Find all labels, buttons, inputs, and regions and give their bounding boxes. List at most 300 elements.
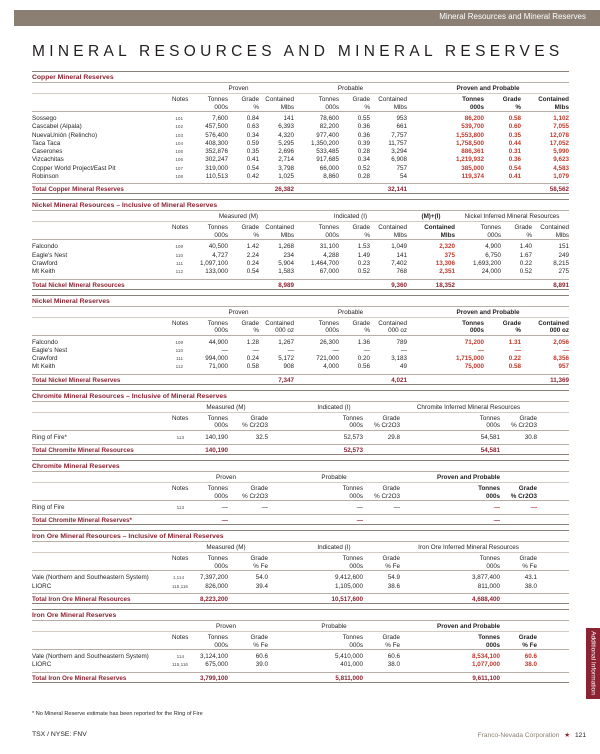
table-cell: 32.5 (255, 433, 268, 441)
total-label: Total Chromite Mineral Resources (32, 447, 134, 455)
column-header-line: % (364, 327, 370, 335)
table-cell: 4,000 (323, 363, 339, 371)
table-row (32, 252, 569, 260)
column-header-line: % (253, 231, 259, 239)
column-header-line: 000s (325, 327, 339, 335)
table-cell: — (332, 346, 339, 354)
table-cell: 1.42 (246, 243, 259, 251)
table-body (32, 336, 569, 374)
table-row (32, 434, 569, 442)
column-header (400, 415, 500, 430)
total-value: — (493, 517, 500, 525)
table-cell: 3,183 (391, 355, 407, 363)
table-cell: 908 (283, 363, 294, 371)
column-header-line: Tonnes (342, 485, 363, 493)
column-header (172, 414, 189, 423)
column-header-line: Tonnes (318, 224, 339, 232)
column-header-line: Tonnes (478, 633, 500, 641)
column-header (172, 224, 189, 232)
table-cell: 29.8 (387, 433, 400, 441)
page-number: 121 (574, 732, 586, 739)
column-header (259, 224, 294, 239)
column-header-line: 000s (214, 327, 228, 335)
table-cell: 957 (558, 363, 569, 371)
row-label: Vizcachitas (32, 156, 64, 164)
row-label: Eagle's Nest (32, 346, 68, 354)
column-header-row (32, 553, 569, 571)
table-cell: 994,000 (205, 355, 228, 363)
column-header-line: Tonnes (480, 224, 501, 232)
table-cell: 1,219,932 (455, 156, 484, 164)
row-note: 112 (175, 364, 183, 370)
total-value: 11,369 (550, 376, 569, 384)
column-header-line: Contained (538, 96, 569, 103)
table-cell: 13,306 (435, 259, 455, 267)
page-title: MINERAL RESOURCES AND MINERAL RESERVES (32, 43, 564, 60)
total-value: 8,223,200 (199, 595, 228, 603)
table-cell: 275 (558, 268, 569, 276)
table-cell: 1.67 (519, 251, 532, 259)
table-cell: 0.28 (357, 148, 370, 156)
column-header-line: Notes (172, 414, 189, 422)
total-label: Total Copper Mineral Reserves (32, 186, 124, 194)
table-cell: 886,361 (461, 148, 484, 156)
table-cell: 7,397,200 (199, 574, 228, 582)
row-label: Caserones (32, 148, 63, 156)
table-row (32, 355, 569, 363)
table-cell: 12,078 (549, 131, 569, 139)
column-header-line: Grade (382, 414, 400, 422)
column-header-line: % (253, 327, 259, 335)
column-header-line: Contained (378, 319, 407, 327)
table-cell: 43.1 (524, 574, 537, 582)
table-cell: 7,402 (391, 259, 407, 267)
star-icon: ★ (564, 732, 571, 739)
table-row (32, 583, 569, 591)
column-group-label: Measured (M) (218, 213, 259, 221)
column-header-line: % Fe (253, 562, 268, 570)
table-cell: 9,412,600 (334, 574, 363, 582)
column-header-row (32, 94, 569, 112)
column-header-line: % (515, 327, 521, 335)
section-title: Chromite Mineral Reserves (32, 460, 569, 471)
column-header (521, 320, 569, 335)
table-cell: 71,000 (208, 363, 228, 371)
reserves-tables (32, 71, 569, 688)
column-header-line: Grade (502, 96, 521, 103)
section-title: Nickel Mineral Reserves (32, 295, 569, 306)
column-header-line: Contained (265, 224, 294, 232)
column-header-row (32, 222, 569, 240)
row-note: 101 (175, 116, 183, 121)
table-cell: 8,534,100 (471, 652, 500, 660)
table-cell: 0.58 (246, 363, 259, 371)
column-header (500, 555, 537, 570)
table-cell: 141 (283, 115, 294, 122)
table-cell: 3,798 (278, 164, 294, 172)
row-note: 112 (175, 269, 183, 275)
column-header-line: 000s (349, 562, 363, 570)
column-header-line: Tonnes (462, 96, 484, 103)
column-group-label: Proven (216, 622, 236, 630)
row-label: LIORC (32, 661, 52, 669)
total-label: Total Iron Ore Mineral Resources (32, 595, 131, 603)
row-note: 110 (175, 252, 183, 258)
table-cell: 31,100 (319, 243, 339, 251)
table-row (32, 115, 569, 123)
table-row (32, 148, 569, 156)
total-value: 4,688,400 (471, 595, 500, 603)
row-label: Ring of Fire* (32, 433, 67, 441)
total-row (32, 593, 569, 604)
column-header-row (32, 413, 569, 431)
table-cell: 78,600 (319, 115, 339, 122)
column-header-line: Contained (538, 319, 569, 327)
column-header-line: 000s (214, 492, 228, 500)
table-cell: 0.24 (246, 355, 259, 363)
table-body (32, 501, 569, 514)
column-header (294, 96, 339, 111)
column-header-line: % Fe (253, 641, 268, 649)
table-cell: 54 (399, 173, 407, 181)
table-cell: 953 (396, 115, 407, 122)
table-row (32, 156, 569, 164)
table-cell: 8,860 (323, 173, 339, 181)
column-header-line: 000s (485, 492, 500, 500)
column-header-line: Grade (352, 319, 370, 327)
column-header-line: % Cr2O3 (374, 492, 400, 500)
table-cell: 24,000 (481, 268, 501, 276)
table-body (32, 431, 569, 444)
column-header-line: Grade (514, 224, 532, 232)
table-cell: 1,464,700 (310, 259, 339, 267)
column-group-label: Proven and Probable (437, 474, 500, 482)
column-header (183, 224, 228, 239)
column-header-line: Grade (382, 555, 400, 563)
column-header-line: Grade (519, 555, 537, 563)
table-cell: 576,400 (205, 131, 228, 139)
column-header-line: 000 oz (549, 327, 569, 335)
column-header (484, 96, 521, 111)
table-cell: 757 (396, 164, 407, 172)
column-header-line: Contained (378, 224, 407, 232)
column-header (400, 555, 500, 570)
column-header (294, 320, 339, 335)
table-cell: 1,025 (278, 173, 294, 181)
column-header (363, 485, 400, 500)
column-header-line: % Fe (522, 562, 537, 570)
column-header (184, 555, 228, 570)
table-cell: — (221, 346, 228, 354)
table-cell: 7,055 (553, 123, 569, 131)
table-cell: 5,172 (278, 355, 294, 363)
table-cell: 0.36 (508, 156, 521, 164)
table-row (32, 140, 569, 148)
table-cell: 0.20 (357, 355, 370, 363)
table-cell: 408,300 (205, 139, 228, 147)
table-cell: 2,320 (439, 243, 455, 251)
table-cell: 352,876 (205, 148, 228, 156)
table-cell: 26,300 (319, 338, 339, 346)
column-header-line: Tonnes (318, 96, 339, 103)
column-header-line: Tonnes (207, 485, 228, 493)
table-cell: 52,573 (343, 433, 363, 441)
total-value: 54,581 (480, 447, 500, 455)
column-header-line: Notes (172, 96, 189, 103)
column-header-line: Mlbs (440, 231, 455, 239)
column-header (183, 320, 228, 335)
table-cell: 1.36 (357, 338, 370, 346)
column-header-line: Tonnes (207, 633, 228, 641)
table-cell: 826,000 (205, 582, 228, 590)
column-header-line: Grade (519, 414, 537, 422)
column-group-label: Proven (216, 474, 236, 482)
table-section (32, 530, 569, 604)
table-cell: 2,351 (439, 268, 455, 276)
table-cell: 0.60 (508, 123, 521, 131)
column-header-line: % Fe (385, 641, 400, 649)
column-header (228, 415, 268, 430)
row-note: 108 (175, 174, 183, 180)
section-title: Chromite Mineral Resources – Inclusive of Mineral Reserves (32, 390, 569, 401)
table-cell: 0.44 (508, 139, 521, 147)
column-header-line: Tonnes (207, 555, 228, 563)
column-header (259, 96, 294, 111)
table-cell: 0.54 (508, 164, 521, 172)
table-cell: 40,500 (208, 243, 228, 251)
column-group-label: Probable (337, 308, 364, 316)
column-group-label: Measured (M) (206, 544, 246, 552)
column-header-line: Grade (382, 633, 400, 641)
row-label: Mt Keith (32, 363, 56, 371)
column-header-line: Grade (241, 96, 259, 103)
column-header-line: Mlbs (393, 103, 407, 111)
table-cell: 1,715,000 (455, 355, 484, 363)
table-cell: — (562, 346, 569, 354)
table-cell: 0.35 (246, 148, 259, 156)
column-header-line: Notes (172, 633, 189, 641)
column-group-row (32, 541, 569, 553)
row-label: LIORC (32, 582, 52, 590)
column-header-line: Tonnes (342, 414, 363, 422)
total-label: Total Nickel Mineral Reserves (32, 376, 121, 384)
column-header-line: Tonnes (479, 414, 500, 422)
column-header (184, 415, 228, 430)
total-row (32, 374, 569, 385)
table-cell: 75,000 (464, 363, 484, 371)
column-header (407, 96, 484, 111)
table-cell: 60.6 (524, 652, 537, 660)
column-header-line: 000s (214, 231, 228, 239)
row-note: 114 (176, 653, 184, 659)
table-cell: 2,714 (278, 156, 294, 164)
column-header (228, 485, 268, 500)
column-header (400, 485, 500, 500)
column-header (172, 633, 189, 642)
column-header-row (32, 318, 569, 336)
column-header-line: 000s (349, 641, 363, 649)
column-header (500, 485, 537, 500)
column-header (339, 96, 370, 111)
table-cell: 0.39 (357, 139, 370, 147)
side-tab-additional-information[interactable] (586, 628, 600, 699)
section-title: Iron Ore Mineral Resources – Inclusive of Mineral Reserves (32, 530, 569, 541)
section-header-bar (14, 10, 600, 26)
table-cell: — (287, 346, 294, 354)
row-label: Vale (Northern and Southeastern System) (32, 574, 149, 582)
table-cell: 49 (399, 363, 407, 371)
table-cell: 917,685 (316, 156, 339, 164)
column-header (268, 555, 363, 570)
column-header-line: Tonnes (207, 224, 228, 232)
row-note: 107 (175, 165, 183, 171)
total-value: 9,360 (391, 281, 407, 289)
total-value: 32,141 (387, 186, 407, 194)
table-cell: 0.41 (508, 173, 521, 181)
row-label: Copper World Project/East Pit (32, 164, 116, 172)
table-cell: — (356, 504, 363, 512)
column-header (501, 224, 532, 239)
row-label: Ring of Fire (32, 504, 65, 512)
row-note: 113 (176, 434, 184, 440)
table-cell: — (221, 504, 228, 512)
column-header-line: Tonnes (342, 555, 363, 563)
row-note: 103 (175, 132, 183, 138)
table-cell: 0.84 (246, 115, 259, 122)
table-cell: 1,350,200 (310, 139, 339, 147)
column-header (407, 320, 484, 335)
table-cell: 1,079 (553, 173, 569, 181)
table-cell: 319,000 (205, 164, 228, 172)
column-group-label: Measured (M) (206, 403, 246, 411)
column-group-row (32, 210, 569, 222)
column-header (184, 485, 228, 500)
column-header-line: Mlbs (280, 103, 294, 111)
table-cell: 8,215 (553, 259, 569, 267)
column-header-line: Notes (172, 485, 189, 493)
column-header-line: Grade (352, 224, 370, 232)
row-label: Crawford (32, 355, 58, 363)
column-header (500, 415, 537, 430)
column-header-line: % Fe (522, 641, 537, 649)
total-value: — (356, 517, 363, 525)
column-header-line: Grade (352, 96, 370, 103)
table-cell: 0.42 (246, 173, 259, 181)
column-header-line: Grade (241, 224, 259, 232)
table-cell: 789 (396, 338, 407, 346)
table-cell: 141 (396, 251, 407, 259)
table-cell: 30.8 (524, 433, 537, 441)
table-cell: 0.55 (357, 115, 370, 122)
row-note: 1,114 (172, 575, 184, 581)
column-header (521, 96, 569, 111)
table-row (32, 363, 569, 371)
table-cell: 11,757 (388, 139, 407, 147)
table-cell: 5,295 (278, 139, 294, 147)
column-header-line: 000s (469, 327, 484, 335)
table-body (32, 650, 569, 672)
table-cell: 1,102 (553, 115, 569, 122)
column-group-label: Indicated (I) (317, 544, 351, 552)
row-label: Cascabel (Alpala) (32, 123, 82, 131)
column-header-line: Grade (518, 485, 537, 493)
table-section (32, 295, 569, 385)
column-header-line: Tonnes (207, 414, 228, 422)
row-label: NuevaUnión (Relincho) (32, 131, 98, 139)
row-label: Taca Taca (32, 139, 61, 147)
column-header (363, 555, 400, 570)
column-header (172, 96, 189, 104)
table-row (32, 268, 569, 276)
table-section (32, 390, 569, 455)
table-cell: 1,758,500 (455, 139, 484, 147)
row-label: Falcondo (32, 243, 58, 251)
table-cell: — (252, 346, 259, 354)
table-cell: 977,400 (316, 131, 339, 139)
table-cell: 4,320 (278, 131, 294, 139)
column-header-line: % Cr2O3 (510, 492, 537, 500)
table-cell: 0.63 (246, 123, 259, 131)
table-cell: 0.52 (519, 268, 532, 276)
table-cell: 811,000 (477, 582, 500, 590)
table-row (32, 243, 569, 251)
column-header-line: Mlbs (393, 231, 407, 239)
table-cell: 234 (283, 251, 294, 259)
table-row (32, 123, 569, 131)
column-header-line: 000s (486, 422, 500, 430)
table-cell: 1.31 (508, 338, 521, 346)
table-section (32, 460, 569, 525)
table-cell: 302,247 (205, 156, 228, 164)
row-label: Robinson (32, 173, 59, 181)
column-header-line: % Cr2O3 (374, 422, 400, 430)
table-cell: 4,288 (323, 251, 339, 259)
total-value: 18,352 (435, 281, 455, 289)
table-cell: 82,200 (319, 123, 339, 131)
table-cell: 140,190 (205, 433, 228, 441)
column-header-line: 000s (349, 422, 363, 430)
column-header (172, 555, 189, 563)
table-cell: 0.22 (519, 259, 532, 267)
total-row (32, 183, 569, 194)
column-group-label: Indicated (I) (317, 403, 351, 411)
table-cell: 4,900 (485, 243, 501, 251)
column-header-line: % (253, 103, 259, 111)
row-note: 105 (175, 149, 183, 155)
table-cell: 457,500 (205, 123, 228, 131)
table-cell: 1,553,800 (455, 131, 484, 139)
table-cell: 5,410,000 (334, 652, 363, 660)
column-header-line: Grade (518, 633, 537, 641)
column-header-row (32, 632, 569, 650)
column-header-line: Grade (250, 633, 268, 641)
column-group-row (32, 306, 569, 318)
row-note: 110 (175, 347, 183, 353)
column-group-label: Chromite Inferred Mineral Resources (416, 403, 521, 411)
table-cell: 110,513 (205, 173, 228, 181)
column-header-line: Mlbs (554, 103, 569, 111)
column-header (228, 224, 259, 239)
table-cell: 119,374 (461, 173, 484, 181)
column-header-line: % (526, 231, 532, 239)
column-header (339, 320, 370, 335)
table-cell: 539,700 (461, 123, 484, 131)
row-note: 115,116 (172, 662, 188, 668)
total-row (32, 279, 569, 290)
row-note: 111 (176, 356, 183, 362)
table-cell: 0.28 (357, 173, 370, 181)
table-cell: — (363, 346, 370, 354)
